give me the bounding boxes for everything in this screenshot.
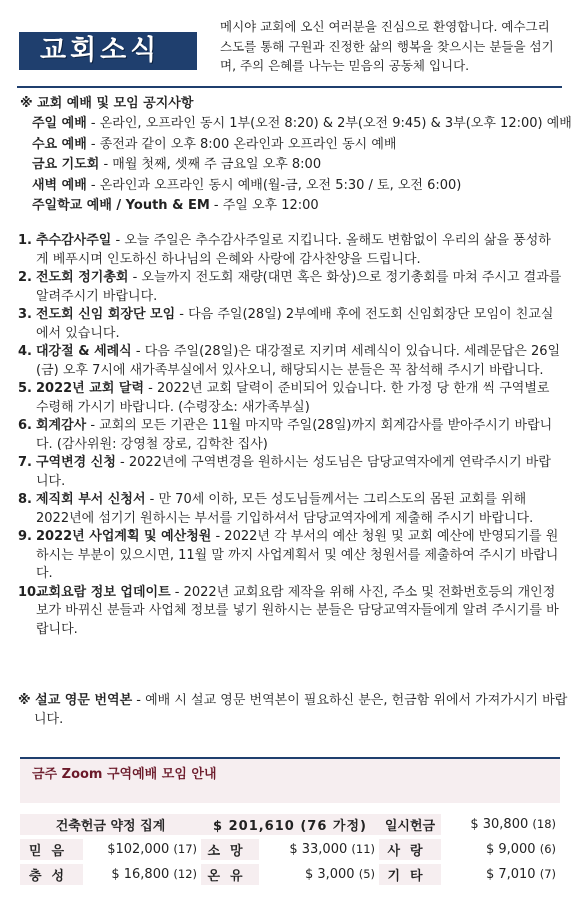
notice-label: 금요 기도회 <box>32 157 100 172</box>
zoom-title: 금주 Zoom 구역예배 모임 안내 <box>32 767 217 782</box>
item-number: 2. <box>18 270 32 285</box>
group-amount <box>259 839 379 860</box>
notice-row <box>20 135 565 156</box>
amount: $ 30,800 <box>470 817 529 832</box>
welcome-text: 메시야 교회에 오신 여러분을 진심으로 환영합니다. 예수그리스도를 통해 구원과 진정한 삶의 행복을 찾으시는 분들을 섬기며, 주의 은혜를 나누는 믿음의 공동체 입니다. <box>220 19 554 73</box>
amount: $102,000 <box>107 842 170 857</box>
group-label: 온유 <box>201 864 259 885</box>
item-title: 대강절 & 세례식 <box>36 344 132 359</box>
announcement-item <box>18 232 563 269</box>
count: (7) <box>539 867 556 881</box>
notice-text: - 온라인, 오프라인 동시 1부(오전 8:20) & 2부(오전 9:45) & 3부(오후 12:00) 예배 <box>86 116 572 131</box>
item-text: - 만 70세 이하, 모든 성도님들께서는 그리스도의 몸된 교회를 위해 2022년에 섬기기 원하시는 부서를 기입하셔서 담당교역자에게 제출해 주시기 바랍니다. <box>36 492 534 526</box>
announcement-item <box>18 380 563 417</box>
announcement-item <box>18 528 563 584</box>
finance-header-row <box>20 814 560 835</box>
page-title: 교회소식 <box>40 35 161 66</box>
item-title: 전도회 정기총회 <box>36 270 129 285</box>
count: (6) <box>539 842 556 856</box>
item-number: 3. <box>18 307 32 322</box>
item-text: - 2022년 각 부서의 예산 청원 및 교회 예산에 반영되기를 원하시는 부분이 있으시면, 11월 말 까지 사업계획서 및 예산 청원서를 제출하여 주시기 바랍니다. <box>36 529 559 581</box>
amount: $ 9,000 <box>485 842 536 857</box>
item-text: - 다음 주일(28일) 2부예배 후에 전도회 신임회장단 모임이 친교실에서 있습니다. <box>36 307 554 341</box>
item-title: 제직회 부서 신청서 <box>36 492 146 507</box>
notice-label: 수요 예배 <box>32 136 87 152</box>
finance-row <box>20 839 560 860</box>
sermon-title: ※ 설교 영문 번역본 <box>18 693 133 708</box>
notice-title: ※ 교회 예배 및 모임 공지사항 <box>20 96 194 111</box>
notice-row <box>20 114 572 135</box>
notice-label: 주일학교 예배 / Youth & EM <box>32 198 210 213</box>
notice-label: 새벽 예배 <box>32 177 87 193</box>
notice-row <box>20 176 565 197</box>
finance-table <box>20 810 560 889</box>
group-label: 믿음 <box>20 839 83 860</box>
item-text: - 2022년 교회 달력이 준비되어 있습니다. 한 가정 당 한개 씩 구역별로 수령해 가시기 바랍니다. (수령장소: 새가족부실) <box>36 381 550 415</box>
notice-text: - 온라인과 오프라인 동시 예배(월-금, 오전 5:30 / 토, 오전 6:00) <box>86 177 462 193</box>
amount: $ 7,010 <box>485 867 536 882</box>
sermon-text: - 예배 시 설교 영문 번역본이 필요하신 분은, 헌금함 위에서 가져가시기 바랍니다. <box>34 693 568 727</box>
group-amount <box>83 864 201 885</box>
item-title: 전도회 신임 회장단 모임 <box>36 307 176 322</box>
announcement-item <box>18 491 563 528</box>
item-number: 6. <box>18 418 32 433</box>
sermon-translation-note <box>18 692 574 729</box>
group-label: 충성 <box>20 864 83 885</box>
group-amount <box>83 839 201 860</box>
item-number: 1. <box>18 233 32 248</box>
announcement-item <box>18 306 563 343</box>
pledge-total: $ 201,610 (76 가정) <box>201 814 379 835</box>
item-text: - 오늘 주일은 추수감사주일로 지킵니다. 올해도 변함없이 우리의 삶을 풍성하게 베푸시며 인도하신 하나님의 은혜와 사랑에 감사찬양을 드립니다. <box>36 233 551 267</box>
item-text: - 오늘까지 전도회 재량(대면 혹은 화상)으로 정기총회를 마쳐 주시고 결과를 알려주시기 바랍니다. <box>36 270 562 304</box>
item-number: 7. <box>18 455 32 470</box>
amount: $ 16,800 <box>111 867 170 882</box>
notice-label: 주일 예배 <box>32 116 87 131</box>
announcement-item <box>18 269 563 306</box>
item-title: 구역변경 신청 <box>36 455 116 470</box>
count: (5) <box>358 867 375 881</box>
notice-text: - 종전과 같이 오후 8:00 온라인과 오프라인 동시 예배 <box>86 136 397 152</box>
item-text: - 다음 주일(28일)은 대강절로 지키며 세례식이 있습니다. 세례문답은 26일(금) 오후 7시에 새가족부실에서 있사오니, 해당되시는 분들은 꼭 참석해 주시기 바랍니다. <box>36 344 561 378</box>
pledge-label: 건축헌금 약정 집계 <box>20 814 201 835</box>
group-amount <box>259 864 379 885</box>
count: (12) <box>173 867 197 881</box>
count: (18) <box>532 817 556 831</box>
item-title: 2022년 사업계획 및 예산청원 <box>36 529 212 544</box>
item-title: 회계감사 <box>36 418 87 433</box>
item-title: 교회요람 정보 업데이트 <box>36 584 171 600</box>
notice-row <box>20 196 565 217</box>
item-number: 10. <box>18 584 42 600</box>
item-number: 9. <box>18 529 32 544</box>
announcement-item <box>18 584 563 640</box>
notice-row <box>20 155 565 176</box>
announcement-item <box>18 454 563 491</box>
count: (11) <box>351 842 375 856</box>
amount: $ 3,000 <box>304 867 355 882</box>
one-time-amount <box>441 814 560 835</box>
announcement-item <box>18 417 563 454</box>
divider <box>17 86 562 88</box>
amount: $ 33,000 <box>289 842 348 857</box>
group-label: 소망 <box>201 839 259 860</box>
notice-text: - 매월 첫째, 셋째 주 금요일 오후 8:00 <box>99 157 322 172</box>
item-number: 8. <box>18 492 32 507</box>
item-number: 4. <box>18 344 32 359</box>
finance-row <box>20 864 560 885</box>
notice-text: - 주일 오후 12:00 <box>209 198 319 213</box>
item-title: 추수감사주일 <box>36 233 112 248</box>
group-amount <box>441 839 560 860</box>
group-amount <box>441 864 560 885</box>
announcement-item <box>18 343 563 380</box>
announcement-list <box>18 232 563 639</box>
one-time-label: 일시헌금 <box>379 814 441 835</box>
count: (17) <box>173 842 197 856</box>
item-text: - 교회의 모든 기관은 11월 마지막 주일(28일)까지 회계감사를 받아주시기 바랍니다. (감사위원: 강영철 장로, 김학찬 집사) <box>36 418 553 452</box>
item-text: - 2022년 교회요람 제작을 위해 사진, 주소 및 전화번호등의 개인정보가 바뀌신 분들과 사업체 정보를 넣기 원하시는 분들은 담당교역자들에게 알려 주시기를 바랍니다. <box>36 584 559 637</box>
group-label: 기타 <box>379 864 441 885</box>
group-label: 사랑 <box>379 839 441 860</box>
item-text: - 2022년에 구역변경을 원하시는 성도님은 담당교역자에게 연락주시기 바랍니다. <box>36 455 551 489</box>
item-number: 5. <box>18 381 32 396</box>
item-title: 2022년 교회 달력 <box>36 381 145 396</box>
service-notice <box>20 94 572 217</box>
